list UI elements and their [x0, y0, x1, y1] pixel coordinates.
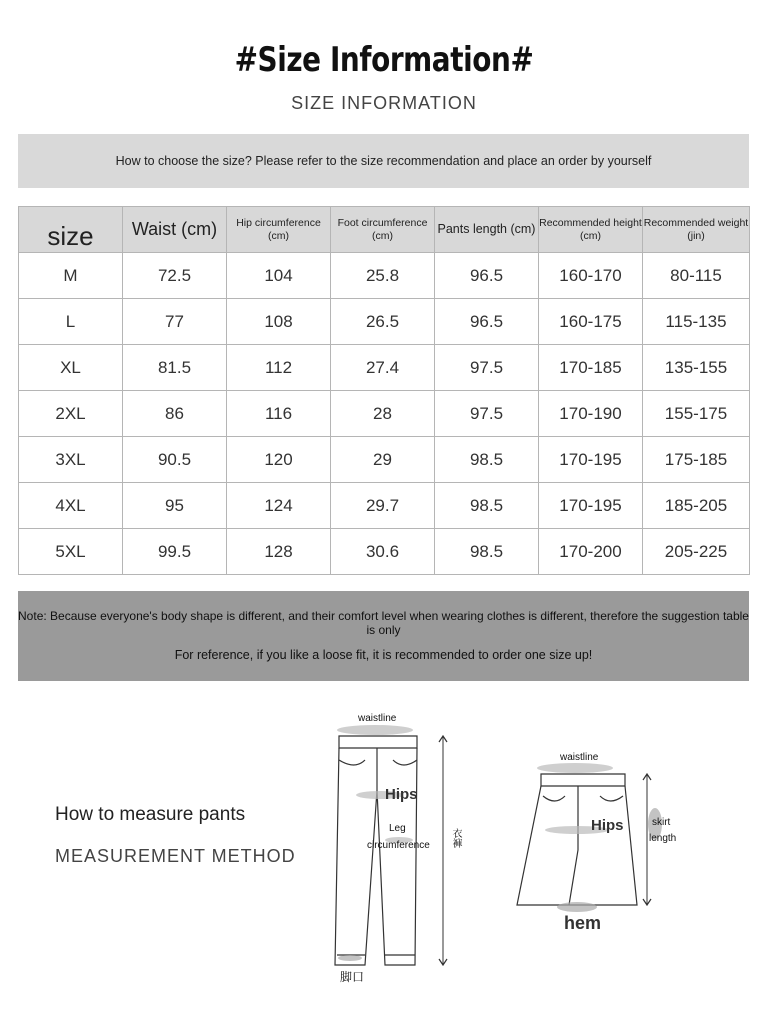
cell-foot: 29.7 [331, 483, 435, 529]
cell-weight: 115-135 [643, 299, 750, 345]
size-guide-banner [18, 134, 749, 188]
table-row [19, 299, 750, 345]
pants-length-label: 衣褲 [450, 828, 461, 848]
page-title: #Size Information# [234, 40, 534, 80]
cell-height: 170-200 [539, 529, 643, 575]
table-row [19, 483, 750, 529]
header-size: size [19, 207, 123, 253]
cell-waist: 72.5 [123, 253, 227, 299]
header-foot: Foot circumference (cm) [331, 207, 435, 253]
skirt-illustration [517, 763, 662, 912]
cell-waist: 95 [123, 483, 227, 529]
size-table [18, 206, 750, 575]
header-hip: Hip circumference (cm) [227, 207, 331, 253]
pants-hem-label: 脚口 [340, 970, 365, 984]
table-row [19, 253, 750, 299]
cell-weight: 175-185 [643, 437, 750, 483]
table-body [19, 253, 750, 575]
cell-hip: 104 [227, 253, 331, 299]
cell-size: XL [19, 345, 123, 391]
header-rec-height: Recommended height (cm) [539, 207, 643, 253]
measure-title: How to measure pants [55, 804, 246, 825]
cell-waist: 99.5 [123, 529, 227, 575]
pants-circumference-label: circumference [367, 840, 430, 851]
banner-text: How to choose the size? Please refer to the size recommendation and place an order by yourself [115, 154, 652, 168]
cell-length: 97.5 [435, 391, 539, 437]
note-line-2: For reference, if you like a loose fit, it is recommended to order one size up! [174, 648, 593, 662]
cell-hip: 128 [227, 529, 331, 575]
cell-size: 5XL [19, 529, 123, 575]
skirt-hips-label: Hips [591, 817, 624, 834]
cell-foot: 30.6 [331, 529, 435, 575]
cell-size: 2XL [19, 391, 123, 437]
cell-foot: 26.5 [331, 299, 435, 345]
cell-weight: 205-225 [643, 529, 750, 575]
page-subtitle: SIZE INFORMATION [291, 93, 477, 113]
cell-weight: 135-155 [643, 345, 750, 391]
cell-foot: 27.4 [331, 345, 435, 391]
table-header-row [19, 207, 750, 253]
header-pants-length: Pants length (cm) [435, 207, 539, 253]
cell-height: 170-195 [539, 437, 643, 483]
measure-subtitle: MEASUREMENT METHOD [55, 846, 296, 866]
cell-size: 4XL [19, 483, 123, 529]
pants-waistline-label: waistline [358, 713, 397, 724]
cell-height: 160-175 [539, 299, 643, 345]
cell-height: 170-195 [539, 483, 643, 529]
cell-foot: 29 [331, 437, 435, 483]
cell-weight: 185-205 [643, 483, 750, 529]
cell-length: 97.5 [435, 345, 539, 391]
cell-weight: 80-115 [643, 253, 750, 299]
cell-length: 98.5 [435, 529, 539, 575]
cell-size: 3XL [19, 437, 123, 483]
skirt-waistline-label: waistline [560, 752, 599, 763]
cell-height: 170-190 [539, 391, 643, 437]
skirt-hem-label: hem [564, 913, 602, 933]
header-waist: Waist (cm) [123, 207, 227, 253]
cell-waist: 81.5 [123, 345, 227, 391]
measurement-diagram [325, 700, 765, 1000]
cell-length: 98.5 [435, 437, 539, 483]
cell-hip: 108 [227, 299, 331, 345]
skirt-length-label: length [649, 833, 677, 844]
note-banner [18, 591, 749, 681]
cell-weight: 155-175 [643, 391, 750, 437]
pants-hips-label: Hips [385, 786, 418, 803]
table-row [19, 391, 750, 437]
cell-foot: 25.8 [331, 253, 435, 299]
cell-waist: 90.5 [123, 437, 227, 483]
cell-hip: 120 [227, 437, 331, 483]
header-rec-weight: Recommended weight (jin) [643, 207, 750, 253]
cell-size: M [19, 253, 123, 299]
cell-waist: 86 [123, 391, 227, 437]
pants-leg-label: Leg [389, 823, 406, 834]
table-row [19, 437, 750, 483]
cell-length: 96.5 [435, 253, 539, 299]
cell-hip: 112 [227, 345, 331, 391]
cell-hip: 124 [227, 483, 331, 529]
cell-waist: 77 [123, 299, 227, 345]
skirt-label: skirt [652, 817, 671, 828]
note-line-1: Note: Because everyone's body shape is different, and their comfort level when wearing clothes is different, therefore the suggestion table is only [18, 609, 749, 637]
cell-height: 170-185 [539, 345, 643, 391]
cell-height: 160-170 [539, 253, 643, 299]
cell-foot: 28 [331, 391, 435, 437]
table-row [19, 345, 750, 391]
cell-hip: 116 [227, 391, 331, 437]
table-row [19, 529, 750, 575]
cell-length: 98.5 [435, 483, 539, 529]
cell-length: 96.5 [435, 299, 539, 345]
cell-size: L [19, 299, 123, 345]
